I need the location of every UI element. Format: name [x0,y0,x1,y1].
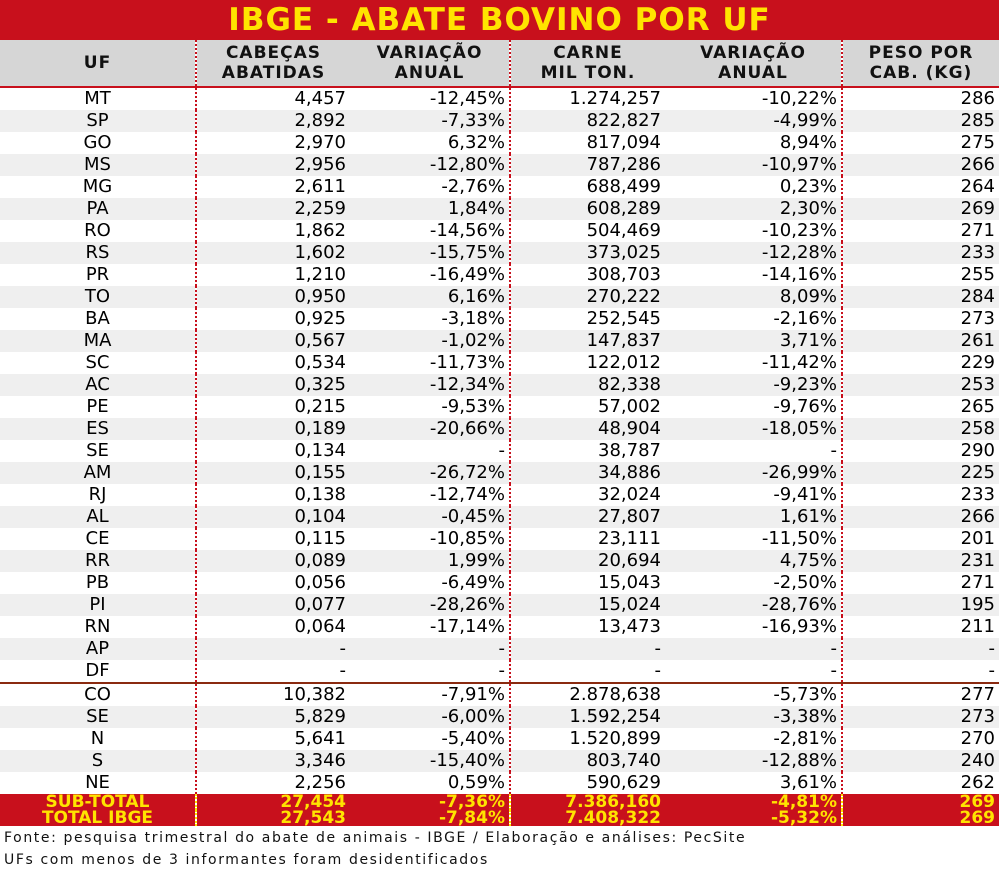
cell-uf: BA [0,308,196,330]
cell-peso: 271 [842,220,999,242]
cell-carne: 787,286 [510,154,665,176]
cell-carne: 1.592,254 [510,706,665,728]
footer-notes [4,827,746,871]
cell-uf: SE [0,706,196,728]
cell-variacao-carne: -16,93% [665,616,842,638]
cell-variacao-carne: 2,30% [665,198,842,220]
states-body [0,87,999,683]
state-row [0,242,999,264]
cell-carne: 7.386,160 [510,794,665,810]
state-row [0,176,999,198]
cell-cabecas: 0,325 [196,374,350,396]
cell-cabecas: 1,210 [196,264,350,286]
cell-peso: 265 [842,396,999,418]
cell-variacao-carne: -3,38% [665,706,842,728]
cell-variacao-cabecas: -7,91% [350,683,510,706]
cell-uf: PR [0,264,196,286]
cell-uf: AP [0,638,196,660]
cell-cabecas: 0,925 [196,308,350,330]
cell-variacao-carne: -10,97% [665,154,842,176]
cell-peso: 258 [842,418,999,440]
cell-carne: 1.274,257 [510,87,665,110]
cell-peso: 255 [842,264,999,286]
cell-uf: ES [0,418,196,440]
cell-carne: 57,002 [510,396,665,418]
state-row [0,374,999,396]
cell-peso: 211 [842,616,999,638]
cell-carne: 504,469 [510,220,665,242]
cell-variacao-cabecas: 0,59% [350,772,510,794]
regions-body [0,683,999,794]
header-carne: CARNE MIL TON. [510,40,665,87]
cell-peso: 273 [842,706,999,728]
state-row [0,572,999,594]
cell-variacao-carne: 4,75% [665,550,842,572]
cell-variacao-carne: - [665,440,842,462]
cell-variacao-carne: -2,81% [665,728,842,750]
cell-peso: 270 [842,728,999,750]
cell-variacao-carne: -2,16% [665,308,842,330]
cell-variacao-carne: 0,23% [665,176,842,198]
cell-cabecas: 0,077 [196,594,350,616]
state-row [0,198,999,220]
cell-carne: 23,111 [510,528,665,550]
cell-variacao-cabecas: -11,73% [350,352,510,374]
cell-uf: RS [0,242,196,264]
table-title: IBGE - ABATE BOVINO POR UF [0,0,999,40]
cell-variacao-carne: -12,28% [665,242,842,264]
cell-uf: SE [0,440,196,462]
cell-carne: 7.408,322 [510,810,665,826]
cell-carne: 608,289 [510,198,665,220]
cell-carne: 15,024 [510,594,665,616]
cell-variacao-carne: - [665,660,842,683]
cell-cabecas: 10,382 [196,683,350,706]
cell-uf: CE [0,528,196,550]
cell-peso: 285 [842,110,999,132]
cell-variacao-carne: -9,23% [665,374,842,396]
header-variacao-carne: VARIAÇÃO ANUAL [665,40,842,87]
cell-cabecas: 0,138 [196,484,350,506]
cell-peso: 266 [842,506,999,528]
cell-cabecas: 0,215 [196,396,350,418]
state-row [0,484,999,506]
header-row [0,40,999,87]
cell-carne: 688,499 [510,176,665,198]
cell-variacao-carne: 8,94% [665,132,842,154]
cell-cabecas: 2,259 [196,198,350,220]
cell-uf: SP [0,110,196,132]
cell-cabecas: 0,567 [196,330,350,352]
cell-peso: 240 [842,750,999,772]
cell-variacao-cabecas: 6,16% [350,286,510,308]
region-row [0,750,999,772]
cell-peso: 269 [842,198,999,220]
cell-uf: N [0,728,196,750]
cell-cabecas: 1,602 [196,242,350,264]
cell-carne: 373,025 [510,242,665,264]
cell-uf: RR [0,550,196,572]
cell-variacao-cabecas: -15,75% [350,242,510,264]
cell-uf: DF [0,660,196,683]
cell-uf: PA [0,198,196,220]
cell-variacao-cabecas: -12,34% [350,374,510,396]
cell-variacao-carne: -10,23% [665,220,842,242]
cell-uf: SC [0,352,196,374]
cell-variacao-cabecas: 6,32% [350,132,510,154]
cell-uf: PI [0,594,196,616]
cell-carne: 822,827 [510,110,665,132]
cell-uf: AC [0,374,196,396]
cell-variacao-carne: -26,99% [665,462,842,484]
cell-variacao-carne: -10,22% [665,87,842,110]
cell-carne: 32,024 [510,484,665,506]
cell-cabecas: 0,104 [196,506,350,528]
cell-variacao-carne: -4,99% [665,110,842,132]
cell-peso: 231 [842,550,999,572]
cell-cabecas: 27,454 [196,794,350,810]
cell-variacao-cabecas: - [350,440,510,462]
cell-uf: RN [0,616,196,638]
cell-uf: S [0,750,196,772]
cell-peso: 262 [842,772,999,794]
cell-uf: AL [0,506,196,528]
cell-cabecas: 5,829 [196,706,350,728]
cell-variacao-cabecas: -28,26% [350,594,510,616]
cell-carne: 803,740 [510,750,665,772]
state-row [0,87,999,110]
cell-variacao-cabecas: - [350,660,510,683]
cell-uf: NE [0,772,196,794]
cell-carne: 817,094 [510,132,665,154]
cell-carne: 147,837 [510,330,665,352]
cell-variacao-carne: 8,09% [665,286,842,308]
cell-uf: RJ [0,484,196,506]
cell-carne: 2.878,638 [510,683,665,706]
cell-carne: 15,043 [510,572,665,594]
cell-carne: 308,703 [510,264,665,286]
cell-variacao-carne: -9,41% [665,484,842,506]
state-row [0,594,999,616]
cell-peso: 201 [842,528,999,550]
state-row [0,220,999,242]
cell-variacao-cabecas: -7,33% [350,110,510,132]
cell-carne: 34,886 [510,462,665,484]
cell-uf: MS [0,154,196,176]
state-row [0,660,999,683]
cell-cabecas: 0,189 [196,418,350,440]
cell-cabecas: 2,892 [196,110,350,132]
cell-cabecas: 2,956 [196,154,350,176]
cell-cabecas: 2,256 [196,772,350,794]
cell-carne: 13,473 [510,616,665,638]
cell-variacao-cabecas: -12,45% [350,87,510,110]
cell-variacao-cabecas: -9,53% [350,396,510,418]
cell-variacao-cabecas: -26,72% [350,462,510,484]
total-row [0,810,999,826]
cell-carne: 270,222 [510,286,665,308]
state-row [0,528,999,550]
cell-uf: TOTAL IBGE [0,810,196,826]
cell-uf: RO [0,220,196,242]
cell-uf: MA [0,330,196,352]
cell-cabecas: 0,115 [196,528,350,550]
totals-body [0,794,999,826]
cell-cabecas: 0,056 [196,572,350,594]
slaughter-table [0,40,999,826]
cell-carne: 590,629 [510,772,665,794]
cell-cabecas: 4,457 [196,87,350,110]
cell-cabecas: 3,346 [196,750,350,772]
state-row [0,330,999,352]
cell-peso: 271 [842,572,999,594]
cell-cabecas: 1,862 [196,220,350,242]
state-row [0,550,999,572]
cell-variacao-cabecas: -3,18% [350,308,510,330]
cell-cabecas: - [196,638,350,660]
region-row [0,772,999,794]
cell-carne: 122,012 [510,352,665,374]
cell-variacao-cabecas: - [350,638,510,660]
cell-carne: - [510,660,665,683]
cell-uf: TO [0,286,196,308]
cell-variacao-cabecas: -16,49% [350,264,510,286]
cell-variacao-carne: -12,88% [665,750,842,772]
cell-peso: 261 [842,330,999,352]
cell-variacao-cabecas: 1,99% [350,550,510,572]
cell-peso: 275 [842,132,999,154]
cell-cabecas: 0,134 [196,440,350,462]
state-row [0,286,999,308]
cell-variacao-carne: - [665,638,842,660]
cell-cabecas: 0,534 [196,352,350,374]
cell-cabecas: 0,155 [196,462,350,484]
cell-cabecas: 2,611 [196,176,350,198]
cell-variacao-carne: -4,81% [665,794,842,810]
cell-peso: 290 [842,440,999,462]
cell-variacao-carne: 1,61% [665,506,842,528]
cell-cabecas: 5,641 [196,728,350,750]
cell-peso: 195 [842,594,999,616]
cell-uf: MT [0,87,196,110]
cell-variacao-carne: 3,61% [665,772,842,794]
total-row [0,794,999,810]
header-peso: PESO POR CAB. (KG) [842,40,999,87]
cell-peso: 269 [842,810,999,826]
state-row [0,308,999,330]
cell-variacao-carne: -9,76% [665,396,842,418]
cell-variacao-carne: -18,05% [665,418,842,440]
cell-peso: 229 [842,352,999,374]
cell-variacao-cabecas: -2,76% [350,176,510,198]
footer-source: Fonte: pesquisa trimestral do abate de animais - IBGE / Elaboração e análises: PecSite [4,830,747,846]
cell-cabecas: 27,543 [196,810,350,826]
header-variacao-cabecas: VARIAÇÃO ANUAL [350,40,510,87]
cell-uf: SUB-TOTAL [0,794,196,810]
state-row [0,506,999,528]
cell-cabecas: 0,950 [196,286,350,308]
cell-variacao-cabecas: -5,40% [350,728,510,750]
state-row [0,440,999,462]
cell-uf: AM [0,462,196,484]
header-cabecas: CABEÇAS ABATIDAS [196,40,350,87]
cell-variacao-cabecas: -12,80% [350,154,510,176]
cell-variacao-carne: -28,76% [665,594,842,616]
cell-variacao-cabecas: -10,85% [350,528,510,550]
cell-variacao-cabecas: -1,02% [350,330,510,352]
cell-carne: 27,807 [510,506,665,528]
cell-peso: 277 [842,683,999,706]
state-row [0,418,999,440]
state-row [0,462,999,484]
state-row [0,264,999,286]
state-row [0,616,999,638]
cell-peso: 264 [842,176,999,198]
cell-variacao-carne: -5,32% [665,810,842,826]
cell-variacao-cabecas: -15,40% [350,750,510,772]
cell-peso: - [842,660,999,683]
cell-carne: 48,904 [510,418,665,440]
cell-cabecas: 0,089 [196,550,350,572]
cell-cabecas: 2,970 [196,132,350,154]
cell-uf: PE [0,396,196,418]
cell-variacao-cabecas: -14,56% [350,220,510,242]
cell-carne: 252,545 [510,308,665,330]
cell-peso: - [842,638,999,660]
cell-carne: - [510,638,665,660]
cell-uf: MG [0,176,196,198]
footer-note: UFs com menos de 3 informantes foram desidentificados [4,852,489,868]
state-row [0,132,999,154]
cell-variacao-carne: 3,71% [665,330,842,352]
cell-variacao-cabecas: -7,84% [350,810,510,826]
cell-peso: 233 [842,242,999,264]
cell-variacao-carne: -5,73% [665,683,842,706]
cell-cabecas: - [196,660,350,683]
cell-peso: 273 [842,308,999,330]
region-row [0,706,999,728]
cell-variacao-cabecas: -0,45% [350,506,510,528]
cell-variacao-cabecas: 1,84% [350,198,510,220]
cell-variacao-cabecas: -6,00% [350,706,510,728]
state-row [0,638,999,660]
cell-peso: 253 [842,374,999,396]
cell-variacao-cabecas: -17,14% [350,616,510,638]
cell-variacao-carne: -11,42% [665,352,842,374]
cell-variacao-cabecas: -6,49% [350,572,510,594]
region-row [0,728,999,750]
cell-variacao-cabecas: -20,66% [350,418,510,440]
cell-variacao-carne: -14,16% [665,264,842,286]
cell-cabecas: 0,064 [196,616,350,638]
state-row [0,396,999,418]
state-row [0,352,999,374]
cell-carne: 82,338 [510,374,665,396]
cell-variacao-carne: -11,50% [665,528,842,550]
cell-carne: 20,694 [510,550,665,572]
cell-carne: 1.520,899 [510,728,665,750]
cell-peso: 269 [842,794,999,810]
state-row [0,110,999,132]
cell-peso: 286 [842,87,999,110]
cell-peso: 233 [842,484,999,506]
cell-uf: PB [0,572,196,594]
cell-uf: GO [0,132,196,154]
region-row [0,683,999,706]
cell-peso: 225 [842,462,999,484]
cell-peso: 284 [842,286,999,308]
cell-variacao-cabecas: -7,36% [350,794,510,810]
cell-carne: 38,787 [510,440,665,462]
state-row [0,154,999,176]
cell-variacao-cabecas: -12,74% [350,484,510,506]
cell-variacao-carne: -2,50% [665,572,842,594]
cell-uf: CO [0,683,196,706]
cell-peso: 266 [842,154,999,176]
header-uf: UF [0,40,196,87]
